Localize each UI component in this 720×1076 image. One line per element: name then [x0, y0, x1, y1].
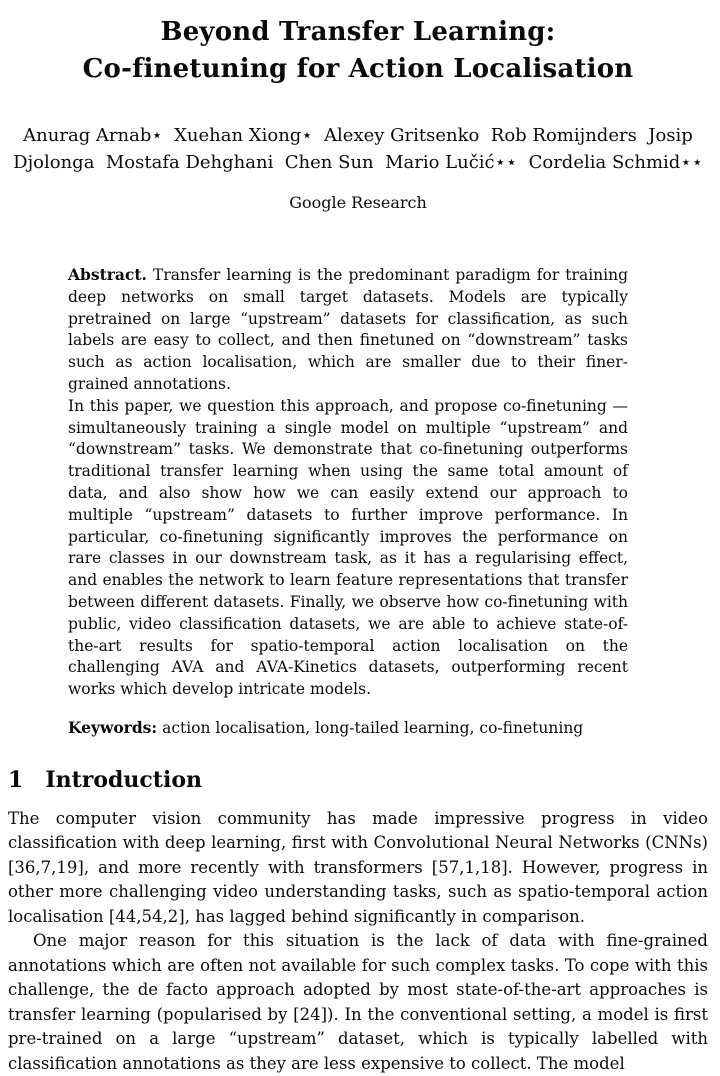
- keywords-label: Keywords:: [68, 717, 158, 737]
- abstract-paragraph-2: In this paper, we question this approach, and propose co-finetuning — simultaneously training a single model on multiple “upstream” and “downstream” tasks. We demonstrate that co-finetuning outperforms traditional transfer learning when using the same total amount of data, and also show how we can easily extend our approach to multiple “upstream” datasets to further improve performance. In particular, co-finetuning significantly improves the performance on rare classes in our downstream task, as it has a regularising effect, and enables the network to learn feature representations that transfer between different datasets. Finally, we observe how co-finetuning with public, video classification datasets, we are able to achieve state-of-the-art results for spatio-temporal action localisation on the challenging AVA and AVA-Kinetics datasets, outperforming recent works which develop intricate models.: [68, 396, 628, 699]
- abstract-paragraph-1: [68, 264, 628, 396]
- paper-title-line-2: Co-finetuning for Action Localisation: [82, 54, 634, 84]
- abstract-block: [68, 264, 628, 701]
- affiliation: Google Research: [289, 193, 427, 212]
- introduction-body: [8, 807, 708, 1076]
- author-line-1: Anurag Arnab⋆ Xuehan Xiong⋆ Alexey Gritsenko Rob Romijnders Josip: [23, 125, 693, 146]
- intro-paragraph-2: One major reason for this situation is the lack of data with fine-grained annotations which are often not available for such complex tasks. To cope with this challenge, the de facto approach adopted by most state-of-the-art approaches is transfer learning (popularised by [24]). In the conventional setting, a model is first pre-trained on a large “upstream” dataset, which is typically labelled with classification annotations as they are less expensive to collect. The model: [8, 931, 708, 1073]
- paper-title: [8, 14, 708, 88]
- abstract-text-1: Transfer learning is the predominant paradigm for training deep networks on small target datasets. Models are typically pretrained on large “upstream” datasets for classification, as such labels are easy to collect, and then finetuned on “downstream” tasks such as action localisation, which are smaller due to their finer-grained annotations.: [68, 266, 628, 393]
- intro-paragraph-1: The computer vision community has made impressive progress in video classification with deep learning, first with Convolutional Neural Networks (CNNs) [36,7,19], and more recently with transformers [57,1,18]. However, progress in other more challenging video understanding tasks, such as spatio-temporal action localisation [44,54,2], has lagged behind significantly in comparison.: [8, 808, 708, 926]
- section-title: Introduction: [45, 766, 202, 793]
- author-line-2: Djolonga Mostafa Dehghani Chen Sun Mario Lučić⋆⋆ Cordelia Schmid⋆⋆: [13, 152, 703, 173]
- section-heading-introduction: [8, 765, 708, 795]
- paper-title-line-1: Beyond Transfer Learning:: [160, 17, 556, 47]
- section-number: 1: [8, 766, 24, 793]
- abstract-label: Abstract.: [68, 265, 147, 284]
- keywords-text: action localisation, long-tailed learning, co-finetuning: [162, 718, 584, 737]
- keywords-line: [68, 717, 628, 739]
- author-list: [8, 122, 708, 176]
